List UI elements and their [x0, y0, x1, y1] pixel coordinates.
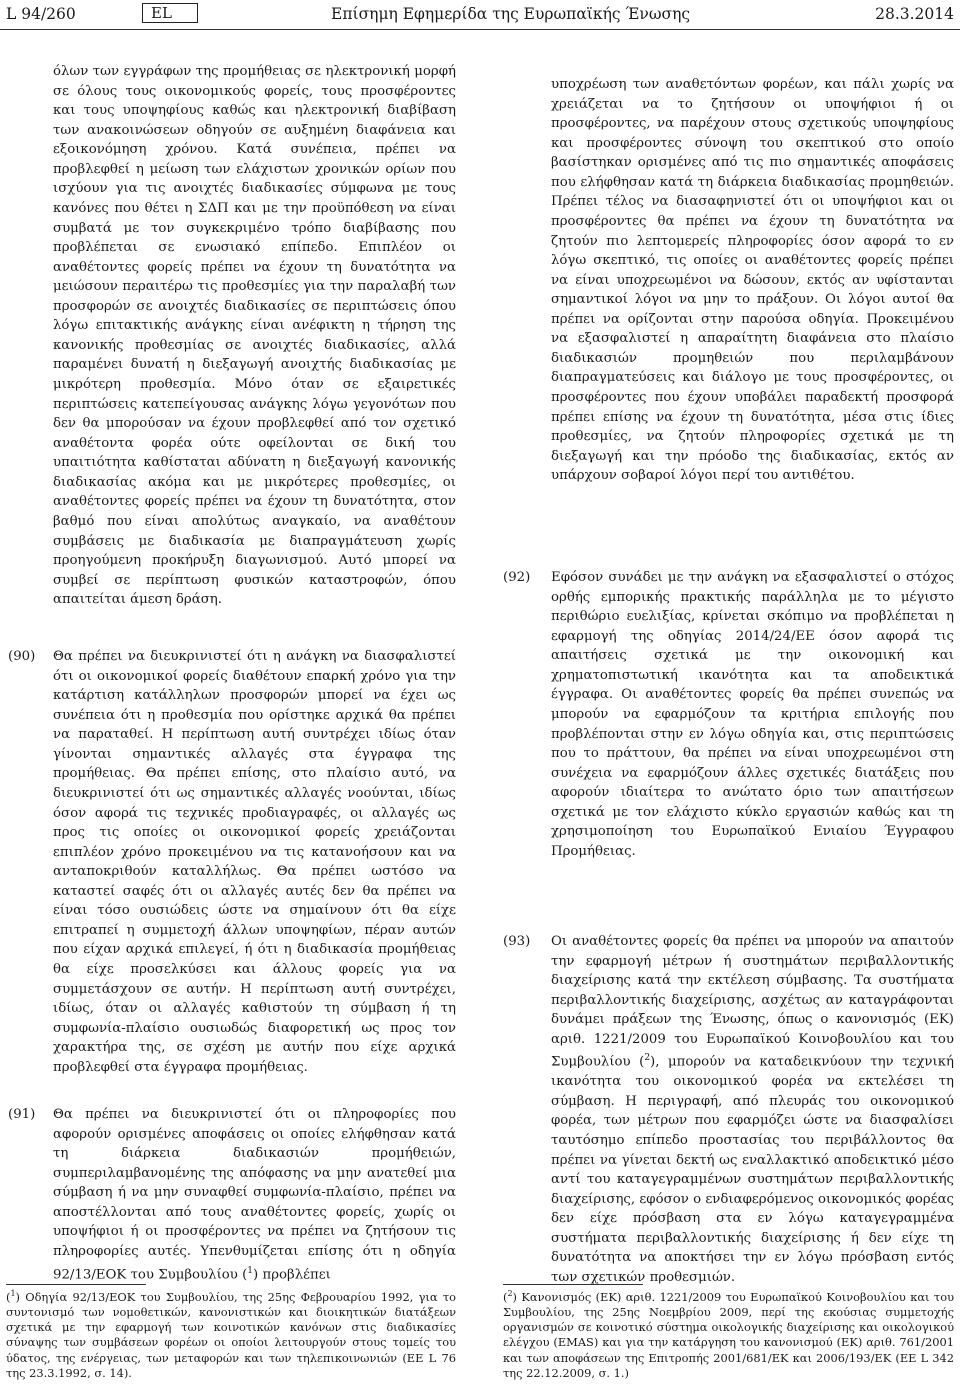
language-code-box: EL [142, 3, 198, 23]
page-header [6, 4, 954, 28]
recital-number-91: (91) [8, 1107, 36, 1122]
recital-number-90: (90) [8, 649, 36, 664]
page-reference: L 94/260 [6, 5, 76, 23]
recital-number-92: (92) [503, 570, 531, 585]
paragraph-text: υποχρέωση των αναθετόντων φορέων, και πάλι χωρίς να χρειάζεται να το ζητήσουν οι υποψήφιοι ή οι προσφέροντες, να παρέχουν στους σχετικούς υποψηφίους και προσφέροντες σύνοψη του σκεπτικού στο οποίο βασίστηκαν ορισμένες από τις πιο σημαντικές αποφάσεις που ελήφθησαν κατά τη διάρκεια διαδικασίας προμηθειών. Πρέπει τέλος να διασαφηνιστεί ότι οι υποψήφιοι και οι προσφέροντες θα πρέπει να έχουν τη δυνατότητα να ζητούν πιο λεπτομερείς πληροφορίες όσον αφορά το εν λόγω σκεπτικό, τις οποίες οι αναθέτοντες φορείς πρέπει να είναι υποχρεωμένοι να δώσουν, εκτός αν υφίστανται σημαντικοί λόγοι να μην το πράξουν. Οι λόγοι αυτοί θα πρέπει να ορίζονται στην παρούσα οδηγία. Προκειμένου να εξασφαλιστεί η απαραίτητη διαφάνεια στο πλαίσιο διαδικασιών προμηθειών που περιλαμβάνουν διαπραγματεύσεις και διάλογο με τους προσφέροντες, οι προσφέροντες που έχουν υποβάλει παραδεκτή προσφορά πρέπει επίσης να έχουν τη δυνατότητα, μέσα στις ίδιες προθεσμίες, να ζητούν πληροφορίες σχετικά με τη διεξαγωγή και την πρόοδο της διαδικασίας, εκτός αν υπάρχουν σοβαροί λόγοι περί του αντιθέτου. [551, 77, 954, 484]
recital-93: Οι αναθέτοντες φορείς θα πρέπει να μπορούν να απαιτούν την εφαρμογή μέτρων ή συστημάτων περιβαλλοντικής διαχείρισης κατά την εκτέλεση σύμβασης. Τα συστήματα περιβαλλοντικής διαχείρισης, ασχέτως αν καταγράφονται δυνάμει πράξεων της Ένωσης, όπως ο κανονισμός (ΕΚ) αριθ. 1221/2009 του Ευρωπαϊκού Κοινοβουλίου και του Συμβουλίου ($^2$), μπορούν να καταδεικνύουν την τεχνική ικανότητα του οικονομικού φορέα να εκτελέσει τη σύμβαση. Η περιγραφή, από πλευράς του οικονομικού φορέα, των μέτρων που εφαρμόζει ώστε να διασφαλίσει ταυτόσημο επίπεδο προστασίας του περιβάλλοντος θα πρέπει να γίνεται δεκτή ως εναλλακτικό αποδεικτικό μέσο αντί του καταγεγραμμένων συστημάτων περιβαλλοντικής διαχείρισης, εφόσον ο ενδιαφερόμενος οικονομικός φορέας δεν είχε πρόσβαση στα εν λόγω καταγεγραμμένα συστήματα περιβαλλοντικής διαχείρισης ή δεν είχε τη δυνατότητα να αποκτήσει την εν λόγω πρόσβαση εντός των σχετικών προθεσμιών. [551, 934, 954, 1285]
recital-text-tail: προβλέπει [262, 1266, 331, 1282]
issue-date: 28.3.2014 [875, 5, 954, 23]
footnote-2: ($^2$) Κανονισμός (ΕΚ) αριθ. 1221/2009 του Ευρωπαϊκού Κοινοβουλίου και του Συμβουλίου, της 25ης Νοεμβρίου 2009, περί της εκούσιας συμμετοχής οργανισμών σε κοινοτικό σύστημα οικολογικής διαχείρισης και οικολογικού ελέγχου (EMAS) και για την κατάργηση του κανονισμού (ΕΚ) αριθ. 761/2001 και των αποφάσεων της Επιτροπής 2001/681/ΕΚ και 2006/193/ΕΚ (ΕΕ L 342 της 22.12.2009, σ. 1.) [503, 1289, 954, 1380]
footnote-mark: 2 [507, 1289, 513, 1298]
footnote-1: ($^1$) Οδηγία 92/13/ΕΟΚ του Συμβουλίου, της 25ης Φεβρουαρίου 1992, για το συντονισμό των νομοθετικών, κανονιστικών και διοικητικών διατάξεων σχετικά με την εφαρμογή των κοινοτικών κανόνων στις διαδικασίες σύναψης των συμβάσεων φορέων οι οποίοι λειτουργούν στους τομείς του ύδατος, της ενέργειας, των μεταφορών και των τηλεπικοινωνιών (ΕΕ L 76 της 23.3.1992, σ. 14). [6, 1289, 456, 1380]
paragraph-text: όλων των εγγράφων της προμήθειας σε ηλεκτρονική μορφή σε όλους τους οικονομικούς φορείς, τους προσφέροντες και τους υποψηφίους καθώς και ηλεκτρονική διαβίβαση των ανακοινώσεων οδηγούν σε αυξημένη διαφάνεια και εξοικονόμηση χρόνου. Κατά συνέπεια, πρέπει να προβλεφθεί η μείωση των ελάχιστων χρονικών ορίων που ισχύουν για τις ανοιχτές διαδικασίες σύμφωνα με τους κανόνες που θέτει η ΣΔΠ και με την προϋπόθεση να είναι συμβατά με τον συγκεκριμένο τρόπο διαβίβασης που προβλέπεται σε ενωσιακό επίπεδο. Επιπλέον οι αναθέτοντες φορείς πρέπει να έχουν τη δυνατότητα να μειώσουν περαιτέρω τις προθεσμίες για την παραλαβή των προσφορών σε ανοιχτές διαδικασίες σε περιπτώσεις όπου λόγω επιτακτικής ανάγκης είναι ανέφικτη η τήρηση της κανονικής προθεσμίας σε ανοιχτές διαδικασίες, αλλά παραμένει δυνατή η διεξαγωγή ανοιχτής διαδικασίας με μικρότερη προθεσμία. Μόνο όταν σε εξαιρετικές περιπτώσεις κατεπείγουσας ανάγκης λόγω γεγονότων που δεν θα μπορούσαν να έχουν προβλεφθεί από τον σχετικό αναθέτοντα φορέα ούτε οφείλονται σε δική του υπαιτιότητα καθίσταται αδύνατη η διεξαγωγή κανονικής διαδικασίας ακόμα και με μικρότερες προθεσμίες, οι αναθέτοντες φορείς πρέπει να έχουν τη δυνατότητα, στον βαθμό που είναι απολύτως αναγκαίο, να αναθέτουν συμβάσεις με διαδικασία με διαπραγμάτευση χωρίς προηγούμενη προκήρυξη διαγωνισμού. Αυτό μπορεί να συμβεί σε περίπτωση φυσικών καταστροφών, όπου απαιτείται άμεση δράση. [53, 64, 456, 608]
recital-92 [551, 568, 954, 861]
footnote-rule-left [6, 1284, 146, 1285]
footnote-rule-right [503, 1284, 643, 1285]
footnote-ref-1[interactable]: 1 [247, 1265, 254, 1276]
recital-text: Θα πρέπει να διευκρινιστεί ότι οι πληροφορίες που αφορούν ορισμένες αποφάσεις οι οποίες ελήφθησαν κατά τη διάρκεια διαδικασιών προμήθειών, συμπεριλαμβανομένης της απόφασης να μην ανατεθεί μια σύμβαση ή να μην συναφθεί συμφωνία-πλαίσιο, πρέπει να αποστέλλονται από τους αναθέτοντες φορείς, χωρίς οι υποψήφιοι ή οι προσφέροντες να πρέπει να ζητήσουν τις πληροφορίες αυτές. Υπενθυμίζεται επίσης ότι η οδηγία 92/13/ΕΟΚ του Συμβουλίου [53, 1107, 456, 1282]
recital-text: Οι αναθέτοντες φορείς θα πρέπει να μπορούν να απαιτούν την εφαρμογή μέτρων ή συστημάτων περιβαλλοντικής διαχείρισης κατά την εκτέλεση σύμβασης. Τα συστήματα περιβαλλοντικής διαχείρισης, ασχέτως αν καταγράφονται δυνάμει πράξεων της Ένωσης, όπως ο κανονισμός (ΕΚ) αριθ. 1221/2009 του Ευρωπαϊκού Κοινοβουλίου και του Συμβουλίου [551, 934, 954, 1070]
recital-91: Θα πρέπει να διευκρινιστεί ότι οι πληροφορίες που αφορούν ορισμένες αποφάσεις οι οποίες ελήφθησαν κατά τη διάρκεια διαδικασιών προμήθειών, συμπεριλαμβανομένης της απόφασης να μην ανατεθεί μια σύμβαση ή να μην συναφθεί συμφωνία-πλαίσιο, πρέπει να αποστέλλονται από τους αναθέτοντες φορείς, χωρίς οι υποψήφιοι ή οι προσφέροντες να πρέπει να ζητήσουν τις πληροφορίες αυτές. Υπενθυμίζεται επίσης ότι η οδηγία 92/13/ΕΟΚ του Συμβουλίου ($^1$) προβλέπει [53, 1107, 456, 1282]
recital-90 [53, 647, 456, 1077]
footnote-text: Οδηγία 92/13/ΕΟΚ του Συμβουλίου, της 25ης Φεβρουαρίου 1992, για το συντονισμό των νομοθετικών, κανονιστικών και διοικητικών διατάξεων σχετικά με την εφαρμογή των κοινοτικών κανόνων στις διαδικασίες σύναψης των συμβάσεων φορέων οι οποίοι λειτουργούν στους τομείς του ύδατος, της ενέργειας, των μεταφορών και των τηλεπικοινωνιών (ΕΕ L 76 της 23.3.1992, σ. 14). [6, 1289, 456, 1380]
right-continuation-paragraph [551, 75, 954, 486]
left-continuation-paragraph [53, 62, 456, 610]
recital-text-cont: , μπορούν να καταδεικνύουν την τεχνική ικανότητα του οικονομικού φορέα να εκτελέσει τη σύμβαση. Η περιγραφή, από πλευράς του οικονομικού φορέα, των μέτρων που εφαρμόζει ώστε να διασφαλίσει ταυτόσημο επίπεδο προστασίας του περιβάλλοντος θα πρέπει να γίνεται δεκτή ως εναλλακτικό αποδεικτικό μέσο αντί του καταγεγραμμένων συστημάτων περιβαλλοντικής διαχείρισης, εφόσον ο ενδιαφερόμενος οικονομικός φορέας δεν είχε πρόσβαση στα εν λόγω καταγεγραμμένα συστήματα περιβαλλοντικής διαχείρισης ή δεν είχε τη δυνατότητα να αποκτήσει την εν λόγω πρόσβαση εντός των σχετικών προθεσμιών. [551, 1054, 954, 1285]
recital-text: Θα πρέπει να διευκρινιστεί ότι η ανάγκη να διασφαλιστεί ότι οι οικονομικοί φορείς διαθέτουν επαρκή χρόνο για την κατάρτιση κατάλληλων προσφορών μπορεί να έχει ως συνέπεια ότι η προθεσμία που ορίστηκε αρχικά θα πρέπει να παραταθεί. Η περίπτωση αυτή συντρέχει ιδίως όταν γίνονται σημαντικές αλλαγές στα έγγραφα της προμήθειας. Θα πρέπει επίσης, στο πλαίσιο αυτό, να διευκρινιστεί ότι ως σημαντικές αλλαγές νοούνται, ιδίως όσον αφορά τις τεχνικές προδιαγραφές, οι αλλαγές ως προς τις οποίες οι οικονομικοί φορείς χρειάζονται επιπλέον χρόνο προκειμένου να τις κατανοήσουν και να ανταποκριθούν καταλλήλως. Θα πρέπει ωστόσο να καταστεί σαφές ότι οι αλλαγές αυτές δεν θα πρέπει να είναι τόσο ουσιώδεις ώστε να σημαίνουν ότι θα είχε επιτραπεί η συμμετοχή άλλων υποψηφίων, πέραν αυτών που είχαν αρχικά επιλεγεί, ή ότι η διαδικασία προμήθειας θα είχε προσελκύσει και άλλους φορείς για να συμμετάσχουν σε αυτήν. Η περίπτωση αυτή συντρέχει, ιδίως, όταν οι αλλαγές καθιστούν τη σύμβαση ή τη συμφωνία-πλαίσιο ουσιωδώς διαφορετική ως προς τον χαρακτήρα της, σε σχέση με αυτήν που είχε αρχικά προβλεφθεί στα έγγραφα προμήθειας. [53, 649, 456, 1075]
recital-number-93: (93) [503, 934, 531, 949]
footnote-ref-2[interactable]: 2 [644, 1053, 651, 1064]
journal-title: Επίσημη Εφημερίδα της Ευρωπαϊκής Ένωσης [331, 5, 691, 23]
recital-text: Εφόσον συνάδει με την ανάγκη να εξασφαλιστεί ο στόχος ορθής εμπορικής πρακτικής παράλληλα με το μέγιστο περιθώριο ευελιξίας, κρίνεται σκόπιμο να προβλέπεται η εφαρμογή της οδηγίας 2014/24/ΕΕ όσον αφορά τις απαιτήσεις σχετικά με την οικονομική και χρηματοπιστωτική ικανότητα και τα αποδεικτικά έγγραφα. Οι αναθέτοντες φορείς θα πρέπει συνεπώς να μπορούν να εφαρμόζουν τα κριτήρια επιλογής που προβλέπονται στην εν λόγω οδηγία και, στις περιπτώσεις που το πράττουν, θα πρέπει να είναι υποχρεωμένοι στη συνέχεια να εφαρμόζουν άλλες σχετικές διατάξεις που αφορούν ιδιαίτερα το ανώτατο όριο των απαιτήσεων σχετικά με τον ελάχιστο κύκλο εργασιών καθώς και τη χρησιμοποίηση του Ευρωπαϊκού Ενιαίου Έγγραφου Προμήθειας. [551, 570, 954, 859]
footnote-text: Κανονισμός (ΕΚ) αριθ. 1221/2009 του Ευρωπαϊκού Κοινοβουλίου και του Συμβουλίου, της 25ης Νοεμβρίου 2009, περί της εκούσιας συμμετοχής οργανισμών σε κοινοτικό σύστημα οικολογικής διαχείρισης και οικολογικού ελέγχου (EMAS) και για την κατάργηση του κανονισμού (ΕΚ) αριθ. 761/2001 και των αποφάσεων της Επιτροπής 2001/681/ΕΚ και 2006/193/ΕΚ (ΕΕ L 342 της 22.12.2009, σ. 1.) [503, 1289, 954, 1380]
footnote-mark: 1 [10, 1289, 16, 1298]
header-rule [0, 29, 960, 30]
